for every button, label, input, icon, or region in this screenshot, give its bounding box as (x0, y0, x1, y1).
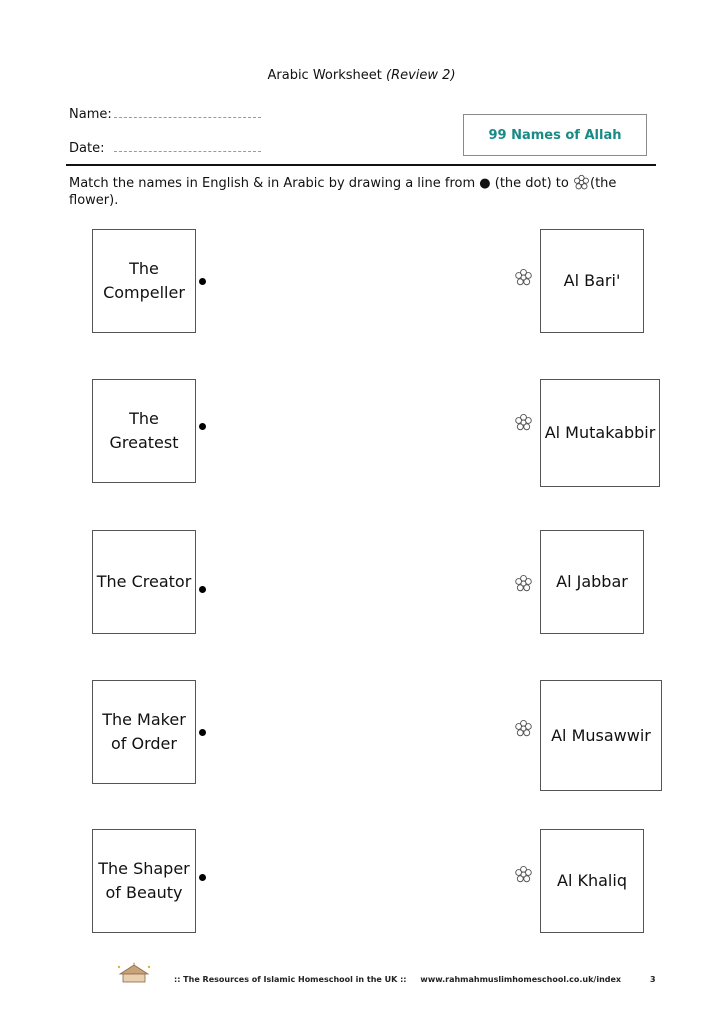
english-name-line1: The (129, 259, 159, 278)
match-dot[interactable] (199, 586, 206, 593)
flower-icon[interactable] (514, 413, 533, 432)
english-name-line1: The Shaper (98, 859, 190, 878)
flower-icon (573, 174, 590, 191)
topic-box (463, 114, 647, 156)
english-name-card (92, 829, 196, 933)
name-line (114, 117, 261, 118)
flower-icon[interactable] (514, 865, 533, 884)
match-dot[interactable] (199, 278, 206, 285)
instructions (69, 174, 659, 209)
english-name-card (92, 229, 196, 333)
date-line (114, 151, 261, 152)
english-name-line2: Greatest (109, 433, 179, 452)
worksheet-title (0, 68, 723, 83)
arabic-name: Al Jabbar (556, 572, 628, 591)
instructions-part2: (the flower). (69, 176, 617, 208)
match-dot[interactable] (199, 729, 206, 736)
flower-icon[interactable] (514, 268, 533, 287)
arabic-name: Al Bari' (563, 271, 621, 290)
arabic-name-card (540, 680, 662, 791)
arabic-name: Al Mutakabbir (544, 423, 656, 442)
instructions-part1: Match the names in English & in Arabic by drawing a line from ● (the dot) to (69, 176, 573, 191)
english-name-card (92, 530, 196, 634)
english-name-card (92, 680, 196, 784)
english-name-line1: The Creator (96, 572, 192, 591)
english-name-line2: of Beauty (105, 883, 183, 902)
english-name-line1: The (129, 409, 159, 428)
english-name-line2: of Order (111, 734, 177, 753)
flower-icon[interactable] (514, 574, 533, 593)
title-sub: (Review 2) (386, 68, 456, 83)
arabic-name-card (540, 379, 660, 487)
arabic-name: Al Khaliq (557, 871, 627, 890)
date-label: Date: (69, 141, 105, 156)
arabic-name-card (540, 829, 644, 933)
name-label: Name: (69, 107, 112, 122)
arabic-name-card (540, 229, 644, 333)
flower-icon[interactable] (514, 719, 533, 738)
english-name-line1: The Maker (102, 710, 186, 729)
match-dot[interactable] (199, 423, 206, 430)
footer-text: :: The Resources of Islamic Homeschool in the UK :: www.rahmahmuslimhomeschool.co.uk/index (174, 975, 622, 984)
title-main: Arabic Worksheet (267, 68, 382, 83)
topic-label: 99 Names of Allah (488, 127, 622, 143)
match-dot[interactable] (199, 874, 206, 881)
page-number: 3 (650, 975, 656, 984)
english-name-line2: Compeller (103, 283, 185, 302)
header-rule (66, 164, 656, 166)
homeschool-logo-icon (114, 962, 154, 984)
english-name-card (92, 379, 196, 483)
arabic-name-card (540, 530, 644, 634)
arabic-name: Al Musawwir (551, 725, 651, 745)
